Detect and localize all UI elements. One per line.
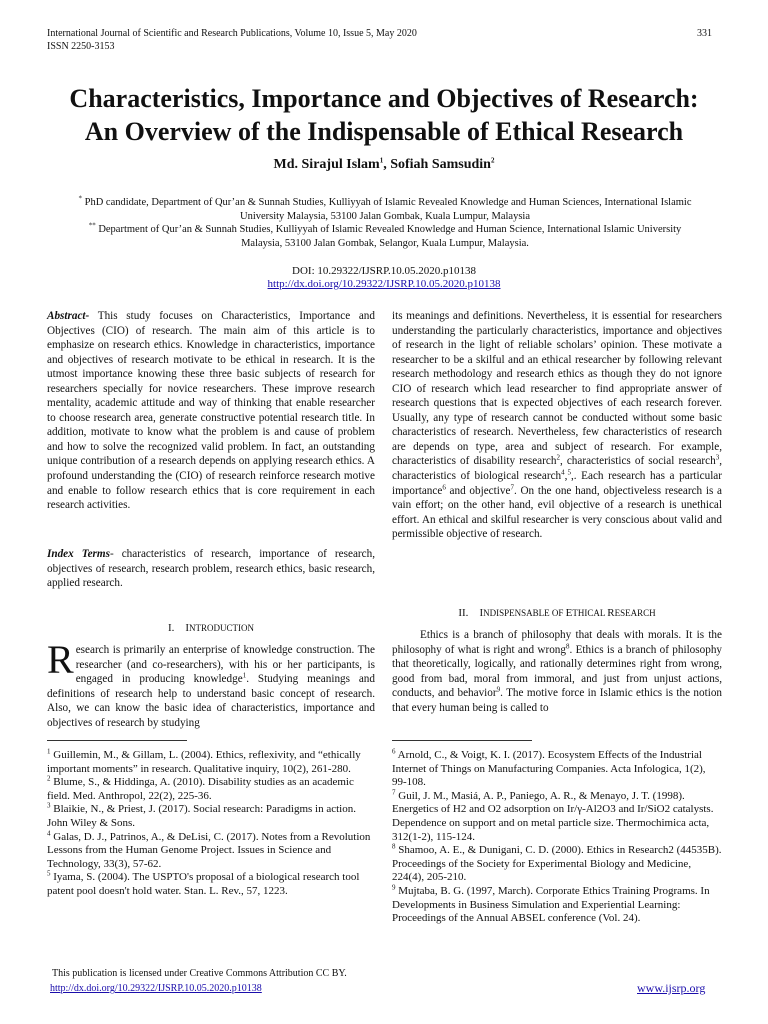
section-1-heading <box>47 622 375 634</box>
ethics-text-b: . Ethics is a branch of philosophy that theoretically, logically, and rationally determines right from wrong, good from bad, moral from immoral, and just from unjust actions, conducts, and behavior <box>392 643 723 700</box>
footnote-text: Shamoo, A. E., & Dunigani, C. D. (2000). Ethics in Research2 (44535B). Proceedings of the Society for Experimental Biology and Medicine, 224(4), 205-210. <box>392 844 722 884</box>
affiliation-2-mark: ** <box>88 221 96 230</box>
footnote-number: 6 <box>392 747 396 756</box>
footnote-text: Guil, J. M., Masiá, A. P., Paniego, A. R., & Menayo, J. T. (1998). Energetics of H2 and O2 adsorption on Ir/γ-Al2O3 and Ir/SiO2 catalysts. Dependence on support and on metal particle size. Thermochimica acta, 312(1-2), 115-124. <box>392 789 714 843</box>
section-2-numeral: II. <box>458 607 469 619</box>
license-text: This publication is licensed under Creative Commons Attribution CC BY. <box>52 968 347 979</box>
footnote-item <box>47 871 375 898</box>
footnote-number: 4 <box>47 828 51 837</box>
footnote-text: Guillemin, M., & Gillam, L. (2004). Ethics, reflexivity, and “ethically important moments” in research. Qualitative inquiry, 10(2), 261-280. <box>47 749 361 775</box>
ref-sup-9: 9 <box>496 685 501 694</box>
affiliation-2 <box>40 223 730 250</box>
footnotes-left <box>47 749 375 899</box>
section-2-title-rest-3: ESEARCH <box>614 608 656 618</box>
footer-doi-link[interactable]: http://dx.doi.org/10.29322/IJSRP.10.05.2020.p10138 <box>50 983 262 994</box>
footnote-number: 7 <box>392 788 396 797</box>
ref-sup-5: 5 <box>567 468 571 477</box>
ref-sup-2: 2 <box>556 453 560 462</box>
section-2-letter-e: E <box>565 607 573 619</box>
footnote-number: 1 <box>47 747 51 756</box>
footnote-number: 8 <box>392 842 396 851</box>
website-link[interactable]: www.ijsrp.org <box>637 981 706 995</box>
affiliation-1-mark: * <box>78 194 82 203</box>
footnote-rule-left <box>47 740 187 741</box>
footnote-number: 3 <box>47 801 51 810</box>
author-list <box>0 157 768 173</box>
footnote-item <box>392 790 722 844</box>
affiliation-1-line-2: University Malaysia, 53100 Jalan Gombak, Kuala Lumpur, Malaysia <box>239 210 531 222</box>
author-1-sup: 1 <box>379 156 384 165</box>
right-text-a: its meanings and definitions. Nevertheless, it is essential for researchers understanding the particularly characteristics, importance and objectives of research in the light of reliable scholars’ opinion. These motivate a researcher to be a skilful and an ethical researcher by following relevant research methodology and research ethics as though they do not ignore CIO of research which lead researcher to find appropriate answer of research questions that is expected objectives of each research forever. Usually, any type of research cannot be conducted without some basic characteristics of research. Nevertheless, few characteristics of research are depends on type, area and subject of research. For example, characteristics of disability research <box>392 310 722 468</box>
footnote-item <box>47 749 375 776</box>
intro-text-a: esearch is primarily an enterprise of knowledge construction. The researcher (and co-researchers), with his or her participants, is engaged in producing knowledge <box>75 644 375 686</box>
section-2-paragraph <box>392 628 722 715</box>
right-text-c: , characteristics of biological research <box>392 455 722 483</box>
affiliation-1-line-1: PhD candidate, Department of Qur’an & Sunnah Studies, Kulliyyah of Islamic Revealed Knowledge and Human Sciences, International Islamic <box>84 197 692 208</box>
section-2-first-letter: I <box>479 607 484 619</box>
issn: ISSN 2250-3153 <box>47 41 115 52</box>
affiliation-2-line-1: Department of Qur’an & Sunnah Studies, Kulliyyah of Islamic Revealed Knowledge and Human Science, International Islamic University <box>98 224 682 235</box>
footnote-item <box>392 844 722 885</box>
footnote-item <box>47 776 375 803</box>
index-terms-text: - characteristics of research, importance of research, objectives of research, research problem, research ethics, basic research, applied research. <box>47 548 375 590</box>
intro-sup-1: 1 <box>242 671 247 680</box>
right-text-e: . On the one hand, objectiveless research is a vain effort; on the other hand, evil objective of a research is unethical effort. An ethical and skilful researcher is very conscious about valid and permissible objective of research. <box>392 484 723 541</box>
dropcap-letter: R <box>47 637 74 682</box>
section-2-title-rest-1: NDISPENSABLE OF <box>483 608 566 618</box>
section-1-first-letter: I <box>185 622 190 634</box>
right-text-c3: ,. Each research has a particular importance <box>392 470 722 497</box>
doi-text: DOI: 10.29322/IJSRP.10.05.2020.p10138 <box>292 265 476 277</box>
ref-sup-3: 3 <box>715 453 720 462</box>
affiliation-2-line-2: Malaysia, 53100 Jalan Gombak, Selangor, Kuala Lumpur, Malaysia. <box>241 237 529 249</box>
section-2-title-rest-2: THICAL <box>572 608 608 618</box>
ref-sup-4: 4 <box>561 468 565 477</box>
ref-sup-7: 7 <box>510 482 514 491</box>
ref-sup-6: 6 <box>442 482 446 491</box>
footnote-rule-right <box>392 740 532 741</box>
author-2-sup: 2 <box>490 156 495 165</box>
footnote-text: Blume, S., & Hiddinga, A. (2010). Disability studies as an academic field. Med. Anthropol, 22(2), 225-36. <box>47 776 354 802</box>
footnote-text: Mujtaba, B. G. (1997, March). Corporate Ethics Training Programs. In Developments in Business Simulation and Experiential Learning: Proceedings of the Annual ABSEL conference (Vol. 24). <box>392 884 710 925</box>
right-text-b: , characteristics of social research <box>559 455 716 468</box>
title-line-2: An Overview of the Indispensable of Ethical Research <box>84 117 684 146</box>
ref-sup-8: 8 <box>565 641 570 650</box>
introduction-paragraph <box>47 637 375 730</box>
abstract-label: Abstract- <box>47 310 90 322</box>
title-line-1: Characteristics, Importance and Objectives of Research: <box>69 84 699 113</box>
footnote-text: Galas, D. J., Patrinos, A., & DeLisi, C. (2017). Notes from a Revolution Lessons from the Human Genome Project. Issues in Science and Technology, 33(3), 57-62. <box>47 830 371 870</box>
footnote-number: 9 <box>392 883 396 892</box>
footnote-item <box>47 828 375 872</box>
author-2: Sofiah Samsudin <box>390 157 491 172</box>
footnote-text: Iyama, S. (2004). The USPTO's proposal of a biological research tool patent pool doesn't hold water. Stan. L. Rev., 57, 1223. <box>47 871 360 897</box>
author-sep: , <box>383 157 391 172</box>
ethics-text-c: . The motive force in Islamic ethics is the notion that every human being is called to <box>392 687 723 714</box>
index-terms <box>47 547 375 591</box>
footnote-number: 5 <box>47 869 51 878</box>
journal-header: International Journal of Scientific and Research Publications, Volume 10, Issue 5, May 2020 <box>47 28 417 39</box>
footnote-item <box>47 803 375 830</box>
doi-link[interactable]: http://dx.doi.org/10.29322/IJSRP.10.05.2020.p10138 <box>267 278 501 290</box>
section-2-heading <box>392 607 722 619</box>
page-number: 331 <box>697 28 712 39</box>
paper-title <box>20 82 748 148</box>
footnote-text: Blaikie, N., & Priest, J. (2017). Social research: Paradigms in action. John Wiley & Sons. <box>47 803 356 829</box>
footnote-item <box>392 749 722 790</box>
intro-text-b: . Studying meanings and definitions of research help to understand basic concept of research. Also, we can know the basic idea of characteristics, importance and objectives of research by studying <box>47 673 375 729</box>
footnote-text: Arnold, C., & Voigt, K. I. (2017). Ecosystem Effects of the Industrial Internet of Things on Manufacturing Companies. Acta Infologica, 1(2), 99-108. <box>392 749 706 789</box>
index-terms-label: Index Terms <box>47 548 110 560</box>
footnote-number: 2 <box>47 774 51 783</box>
right-text-d: and objective <box>445 484 511 497</box>
footnotes-right <box>392 749 722 926</box>
ethics-text-a: Ethics is a branch of philosophy that deals with morals. It is the philosophy of what is right and wrong <box>392 629 722 656</box>
abstract-text: This study focuses on Characteristics, Importance and Objectives (CIO) of research. The main aim of this article is to emphasize on research ethics. Knowledge in characteristics, importance and objectives of research motivate to be ethical in research. It is the utmost importance knowing these three basic subjects of research for researchers specially for novice researchers. These improve research mentality, academic attitude and way of thinking that enable researcher to choose research area, generate constructive potential research title. In addition, motivate to know what the problem is and cause of problem and how to solve the recognized valid problem. In fact, an outstanding unique contribution of a research depends on applying research ethics. A profound understanding the (CIO) of research reinforce research motive and enable to follow research ethics that is core requirement in each research activities. <box>47 310 375 512</box>
section-2-letter-r: R <box>607 607 615 619</box>
abstract <box>47 309 375 513</box>
author-1: Md. Sirajul Islam <box>273 157 380 172</box>
section-1-numeral: I. <box>167 622 175 634</box>
affiliation-1 <box>40 196 730 223</box>
right-text-c2: , <box>564 470 568 483</box>
footnote-item <box>392 885 722 926</box>
right-column-paragraph <box>392 309 722 542</box>
section-1-title-rest: NTRODUCTION <box>189 623 255 633</box>
